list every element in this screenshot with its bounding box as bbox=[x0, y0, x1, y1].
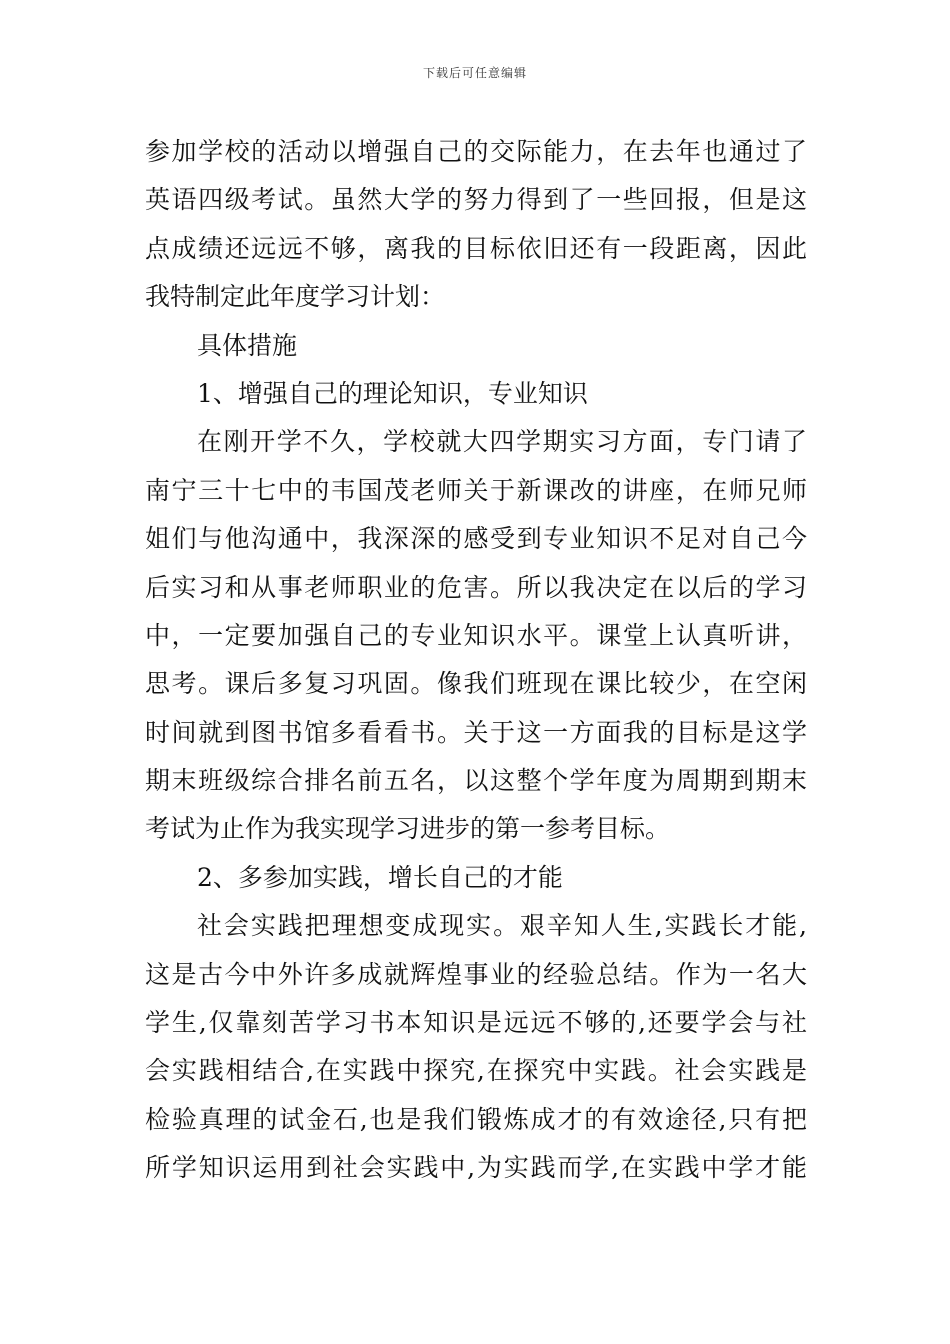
page-header: 下载后可任意编辑 bbox=[422, 66, 527, 80]
text-line: 期末班级综合排名前五名，以这整个学年度为周期到期末 bbox=[145, 766, 807, 796]
body-text bbox=[145, 128, 807, 1193]
text-line: 会实践相结合,在实践中探究,在探究中实践。社会实践是 bbox=[145, 1056, 807, 1086]
text-line: 社会实践把理想变成现实。艰辛知人生,实践长才能, bbox=[197, 911, 807, 941]
text-line: 在刚开学不久，学校就大四学期实习方面，专门请了 bbox=[197, 427, 807, 457]
text-line: 这是古今中外许多成就辉煌事业的经验总结。作为一名大 bbox=[145, 959, 807, 989]
text-line: 检验真理的试金石,也是我们锻炼成才的有效途径,只有把 bbox=[145, 1104, 807, 1134]
text-line: 我特制定此年度学习计划： bbox=[145, 282, 446, 312]
text-line: 南宁三十七中的韦国茂老师关于新课改的讲座，在师兄师 bbox=[145, 475, 807, 505]
text-line: 思考。课后多复习巩固。像我们班现在课比较少，在空闲 bbox=[145, 669, 807, 699]
text-line: 具体措施 bbox=[197, 330, 298, 360]
text-line: 1、增强自己的理论知识，专业知识 bbox=[197, 378, 588, 408]
text-line: 姐们与他沟通中，我深深的感受到专业知识不足对自己今 bbox=[145, 524, 807, 554]
text-line: 时间就到图书馆多看看书。关于这一方面我的目标是这学 bbox=[145, 717, 807, 747]
text-line: 英语四级考试。虽然大学的努力得到了一些回报，但是这 bbox=[145, 185, 807, 215]
text-line: 考试为止作为我实现学习进步的第一参考目标。 bbox=[145, 814, 671, 844]
text-line: 2、多参加实践，增长自己的才能 bbox=[197, 862, 563, 892]
text-line: 所学知识运用到社会实践中,为实践而学,在实践中学才能 bbox=[145, 1153, 807, 1183]
text-line: 学生,仅靠刻苦学习书本知识是远远不够的,还要学会与社 bbox=[145, 1008, 807, 1038]
text-line: 点成绩还远远不够，离我的目标依旧还有一段距离，因此 bbox=[145, 233, 807, 263]
text-line: 中，一定要加强自己的专业知识水平。课堂上认真听讲， bbox=[145, 620, 807, 650]
text-line: 参加学校的活动以增强自己的交际能力，在去年也通过了 bbox=[145, 137, 807, 166]
text-line: 后实习和从事老师职业的危害。所以我决定在以后的学习 bbox=[145, 572, 807, 602]
